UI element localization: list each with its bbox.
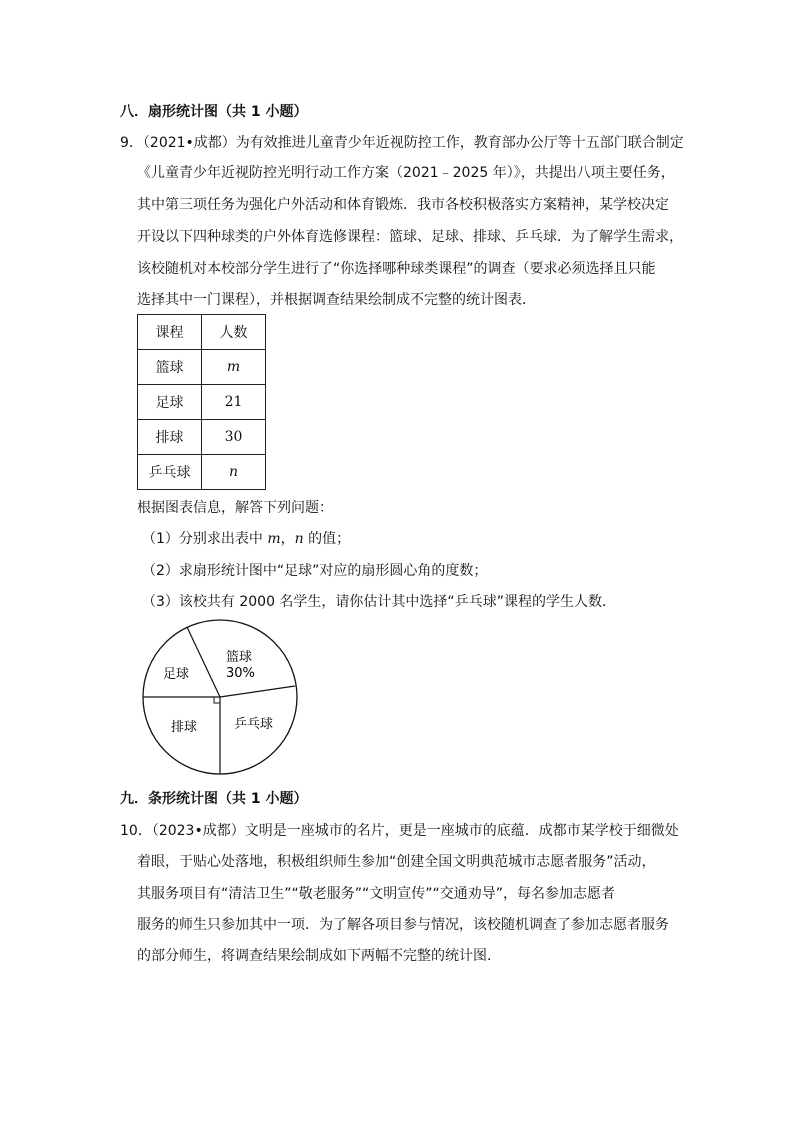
pie-label-basketball-percent: 30%: [226, 666, 255, 681]
q10-line-2: 着眼，于贴心处落地，积极组织师生参加“创建全国文明典范城市志愿者服务”活动，: [137, 854, 656, 870]
section-heading-9: 九．条形统计图（共 1 小题）: [120, 791, 308, 807]
table-cell-count: n: [202, 455, 266, 490]
sub1-prefix: （1）分别求出表中: [142, 531, 268, 547]
table-row: [138, 455, 266, 490]
table-cell-count: 21: [202, 385, 266, 420]
table-cell-count: m: [202, 350, 266, 385]
pie-label-table-tennis: 乒乓球: [234, 717, 274, 732]
table-cell-course: 篮球: [138, 350, 202, 385]
section-heading-8: 八．扇形统计图（共 1 小题）: [120, 104, 308, 120]
table-row: [138, 420, 266, 455]
q10-line-5: 的部分师生，将调查结果绘制成如下两幅不完整的统计图．: [137, 948, 501, 964]
variable-m: m: [267, 531, 281, 547]
table-cell-course: 排球: [138, 420, 202, 455]
table-header-cell: 人数: [202, 315, 266, 350]
table-row: [138, 385, 266, 420]
q9-line-1: 9．（2021•成都）为有效推进儿童青少年近视防控工作，教育部办公厅等十五部门联合制定: [120, 135, 684, 151]
q9-instruction: 根据图表信息，解答下列问题：: [137, 500, 333, 516]
q9-line-5: 该校随机对本校部分学生进行了“你选择哪种球类课程”的调查（要求必须选择且只能: [137, 261, 656, 277]
table-cell-course: 乒乓球: [138, 455, 202, 490]
variable-n: n: [294, 531, 304, 547]
q9-sub-question-3: （3）该校共有 2000 名学生，请你估计其中选择“乒乓球”课程的学生人数．: [142, 594, 616, 610]
q9-line-4: 开设以下四种球类的户外体育选修课程：篮球、足球、排球、乒乓球．为了解学生需求，: [137, 229, 683, 245]
q10-line-4: 服务的师生只参加其中一项．为了解各项目参与情况，该校随机调查了参加志愿者服务: [137, 917, 669, 933]
pie-label-basketball: 篮球: [226, 650, 253, 665]
pie-label-volleyball: 排球: [171, 720, 198, 735]
table-cell-count: 30: [202, 420, 266, 455]
pie-label-football: 足球: [163, 667, 190, 682]
table-header-row: [138, 315, 266, 350]
sub1-suffix: 的值；: [303, 531, 351, 547]
q9-line-3: 其中第三项任务为强化户外活动和体育锻炼．我市各校积极落实方案精神，某学校决定: [137, 197, 669, 213]
q10-line-3: 其服务项目有“清洁卫生”“敬老服务”“文明宣传”“交通劝导”，每名参加志愿者: [137, 886, 616, 902]
table-row: [138, 350, 266, 385]
q9-sub-question-1: [142, 529, 350, 549]
course-table: [137, 314, 266, 490]
q9-line-6: 选择其中一门课程），并根据调查结果绘制成不完整的统计图表．: [137, 292, 536, 308]
sub1-sep: ，: [280, 531, 295, 547]
table-header-cell: 课程: [138, 315, 202, 350]
pie-chart: [130, 610, 320, 785]
table-cell-course: 足球: [138, 385, 202, 420]
q9-line-2: 《儿童青少年近视防控光明行动工作方案（2021﹣2025 年）》，共提出八项主要任务，: [137, 165, 675, 181]
q9-sub-question-2: （2）求扇形统计图中“足球”对应的扇形圆心角的度数；: [142, 563, 488, 579]
q10-line-1: 10．（2023•成都）文明是一座城市的名片，更是一座城市的底蕴．成都市某学校于细微处: [120, 823, 679, 839]
